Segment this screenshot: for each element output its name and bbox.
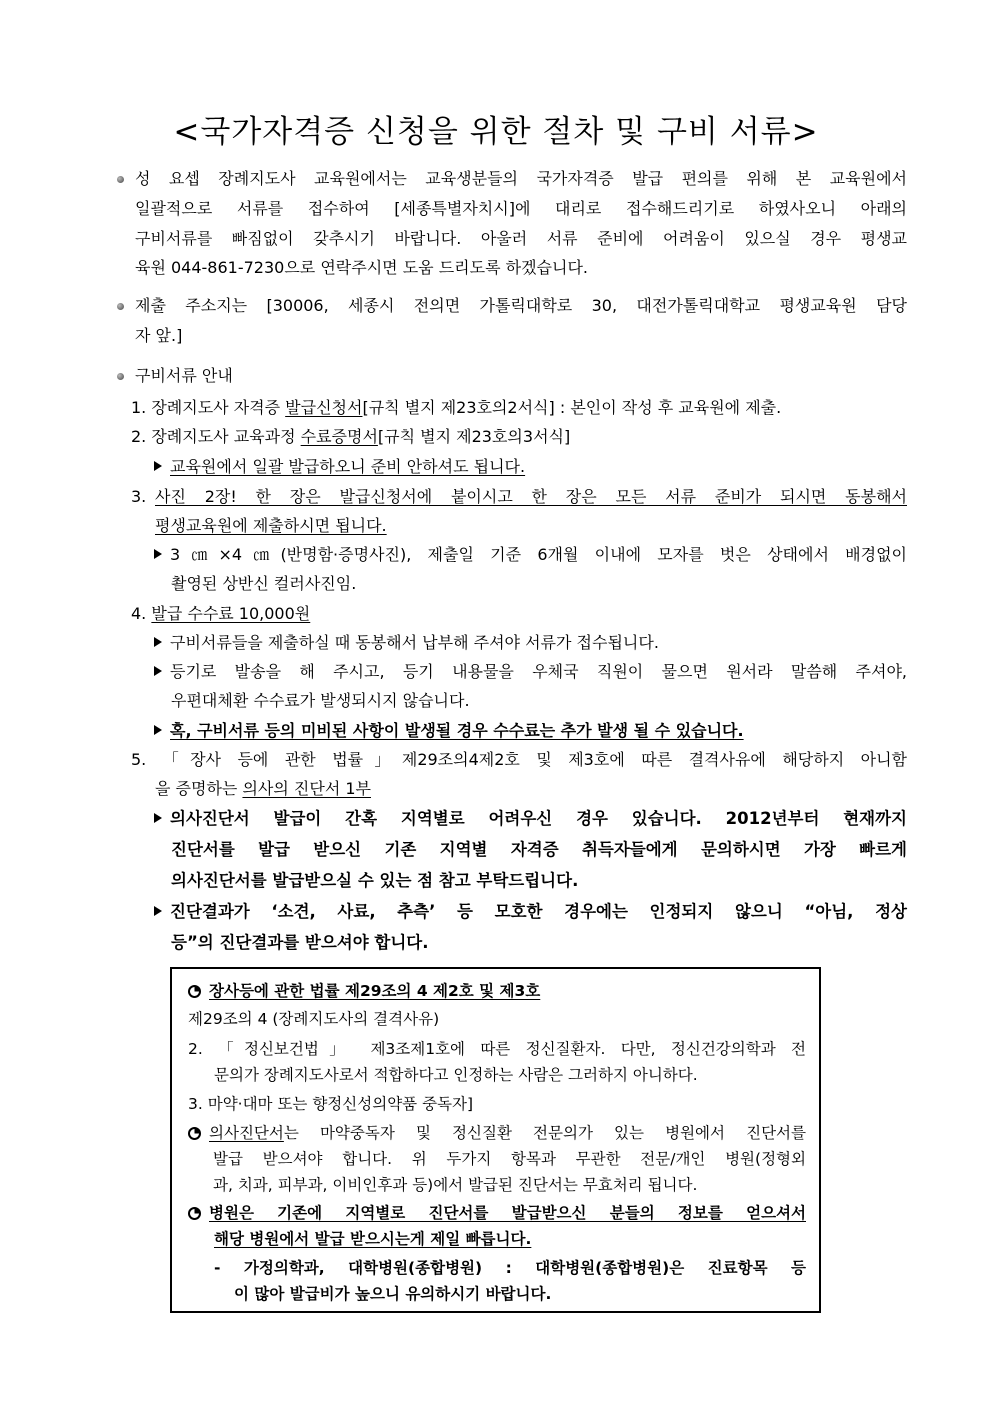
- doc-item-4-note-2: [154, 657, 907, 687]
- quarter-circle-icon: [188, 985, 201, 998]
- doc-item-3-line-1: 사진 2장! 한 장은 발급신청서에 붙이시고 한 장은 모든 서류 준비가 되시면 동봉해서: [155, 487, 907, 506]
- triangle-bullet-icon: [154, 461, 162, 471]
- doc-item-5-note-1-text: 의사진단서 발급이 간혹 지역별로 어려우신 경우 있습니다. 2012년부터 현재까지: [170, 809, 907, 828]
- box-note-1-line-2: 발급 받으셔야 합니다. 위 두가지 항목과 무관한 전문/개인 병원(정형외: [213, 1150, 806, 1168]
- box-law-3: 3. 마약·대마 또는 향정신성의약품 중독자]: [188, 1095, 474, 1113]
- triangle-bullet-icon: [154, 725, 162, 735]
- doc-item-3-note-text: 3㎝×4㎝(반명함·증명사진), 제출일 기준 6개월 이내에 모자를 벗은 상태에서 배경없이: [170, 545, 907, 564]
- box-note-1-line-1: [188, 1120, 806, 1146]
- box-heading-text: 장사등에 관한 법률 제29조의 4 제2호 및 제3호: [209, 982, 541, 1000]
- triangle-bullet-icon: [154, 813, 162, 823]
- triangle-bullet-icon: [154, 666, 162, 676]
- doc-item-1-underlined: 발급신청서: [285, 398, 363, 417]
- address-line-1: 제출 주소지는 [30006, 세종시 전의면 가톨릭대학로 30, 대전가톨릭대학교 평생교육원 담당: [135, 296, 907, 315]
- law-excerpt-box: [170, 967, 821, 1313]
- doc-item-4-note-3: [154, 716, 744, 746]
- box-law-2-line-2: 문의가 장례지도사로서 적합하다고 인정하는 사람은 그러하지 아니하다.: [214, 1066, 698, 1084]
- doc-item-2-underlined: 수료증명서: [300, 427, 378, 446]
- bullet-icon: [117, 303, 124, 310]
- box-note-1-rest: 는 마약중독자 및 정신질환 전문의가 있는 병원에서 진단서를: [283, 1124, 806, 1142]
- quarter-circle-icon: [188, 1127, 201, 1140]
- box-note-1-line-3: 과, 치과, 피부과, 이비인후과 등)에서 발급된 진단서는 무효처리 됩니다.: [213, 1176, 698, 1194]
- box-note-3-line-1: - 가정의학과, 대학병원(종합병원) : 대학병원(종합병원)은 진료항목 등: [214, 1259, 806, 1277]
- triangle-bullet-icon: [154, 549, 162, 559]
- box-heading: [188, 978, 540, 1004]
- intro-line-4: 육원 044-861-7230으로 연락주시면 도움 드리도록 하겠습니다.: [135, 258, 588, 277]
- intro-line-3: 구비서류를 빠짐없이 갖추시기 바랍니다. 아울러 서류 준비에 어려움이 있으실 경우 평생교: [135, 229, 907, 248]
- quarter-circle-icon: [188, 1207, 201, 1220]
- triangle-bullet-icon: [154, 906, 162, 916]
- doc-item-2: [131, 422, 570, 452]
- box-note-1-underlined: 의사진단서: [209, 1124, 284, 1142]
- doc-item-4-prefix: 4.: [131, 604, 152, 623]
- doc-item-4-note-3-text: 혹, 구비서류 등의 미비된 사항이 발생될 경우 수수료는 추가 발생 될 수 있습니다.: [170, 721, 744, 740]
- doc-item-1-prefix: 1. 장례지도사 자격증: [131, 398, 286, 417]
- box-note-2-line-1: [188, 1200, 806, 1226]
- doc-item-4: [131, 599, 310, 629]
- doc-item-5-prefix: 을 증명하는: [155, 779, 243, 798]
- doc-item-1-suffix: [규칙 별지 제23호의2서식] : 본인이 작성 후 교육원에 제출.: [362, 398, 782, 417]
- bullet-icon: [117, 373, 124, 380]
- doc-item-5-line-2: [155, 774, 371, 804]
- doc-item-3-line-2: 평생교육원에 제출하시면 됩니다.: [155, 516, 387, 535]
- doc-item-4-note-1-text: 구비서류들을 제출하실 때 동봉해서 납부해 주셔야 서류가 접수됩니다.: [170, 633, 659, 652]
- doc-item-5-note-2-text: 진단결과가 ‘소견, 사료, 추측’ 등 모호한 경우에는 인정되지 않으니 “아님, 정상: [170, 902, 907, 921]
- doc-item-2-prefix: 2. 장례지도사 교육과정: [131, 427, 301, 446]
- box-law-2-line-1: 2. 「정신보건법」 제3조제1호에 따른 정신질환자. 다만, 정신건강의학과 전: [188, 1040, 806, 1058]
- bullet-icon: [117, 176, 124, 183]
- doc-item-2-note-text: 교육원에서 일괄 발급하오니 준비 안하셔도 됩니다.: [170, 457, 526, 476]
- doc-item-1: [131, 393, 781, 423]
- triangle-bullet-icon: [154, 637, 162, 647]
- box-note-2-text: 병원은 기존에 지역별로 진단서를 발급받으신 분들의 정보를 얻으셔서: [209, 1204, 806, 1222]
- doc-item-3-note-line-2: 촬영된 상반신 컬러사진임.: [171, 574, 357, 593]
- doc-item-4-note-1: [154, 628, 659, 658]
- doc-item-5-note-2-line-1: [154, 897, 907, 927]
- doc-item-5-note-1-line-3: 의사진단서를 발급받으실 수 있는 점 참고 부탁드립니다.: [171, 871, 579, 890]
- docs-heading: 구비서류 안내: [135, 366, 233, 385]
- doc-item-4-underlined: 발급 수수료 10,000원: [151, 604, 311, 623]
- doc-item-5-underlined: 의사의 진단서 1부: [242, 779, 371, 798]
- page-title: <국가자격증 신청을 위한 절차 및 구비 서류>: [173, 114, 819, 150]
- box-note-3-line-2: 이 많아 발급비가 높으니 유의하시기 바랍니다.: [234, 1285, 552, 1303]
- doc-item-4-note-2-cont: 우편대체환 수수료가 발생되시지 않습니다.: [171, 691, 470, 710]
- intro-line-2: 일괄적으로 서류를 접수하여 [세종특별자치시]에 대리로 접수해드리기로 하였사오니 아래의: [135, 199, 907, 218]
- address-line-2: 자 앞.]: [135, 326, 183, 345]
- doc-item-5-note-1-line-2: 진단서를 발급 받으신 기존 지역별 자격증 취득자들에게 문의하시면 가장 빠르게: [171, 840, 907, 859]
- box-note-2-line-2: 해당 병원에서 발급 받으시는게 제일 빠릅니다.: [214, 1230, 532, 1248]
- doc-item-5-note-1-line-1: [154, 804, 907, 834]
- doc-item-5-line-1: 5. 「장사 등에 관한 법률」제29조의4제2호 및 제3호에 따른 결격사유에 해당하지 아니함: [131, 750, 907, 769]
- doc-item-3-number: 3.: [131, 487, 147, 506]
- doc-item-2-suffix: [규칙 별지 제23호의3서식]: [377, 427, 571, 446]
- intro-line-1: 성 요셉 장례지도사 교육원에서는 교육생분들의 국가자격증 발급 편의를 위해 본 교육원에서: [135, 169, 907, 188]
- doc-item-2-note: [154, 452, 525, 482]
- doc-item-5-note-2-line-2: 등”의 진단결과를 받으셔야 합니다.: [171, 933, 429, 952]
- doc-item-3-note-line-1: [154, 540, 907, 570]
- doc-item-4-note-2-text: 등기로 발송을 해 주시고, 등기 내용물을 우체국 직원이 물으면 원서라 말씀해 주셔야,: [170, 662, 907, 681]
- box-subheading: 제29조의 4 (장례지도사의 결격사유): [188, 1010, 440, 1028]
